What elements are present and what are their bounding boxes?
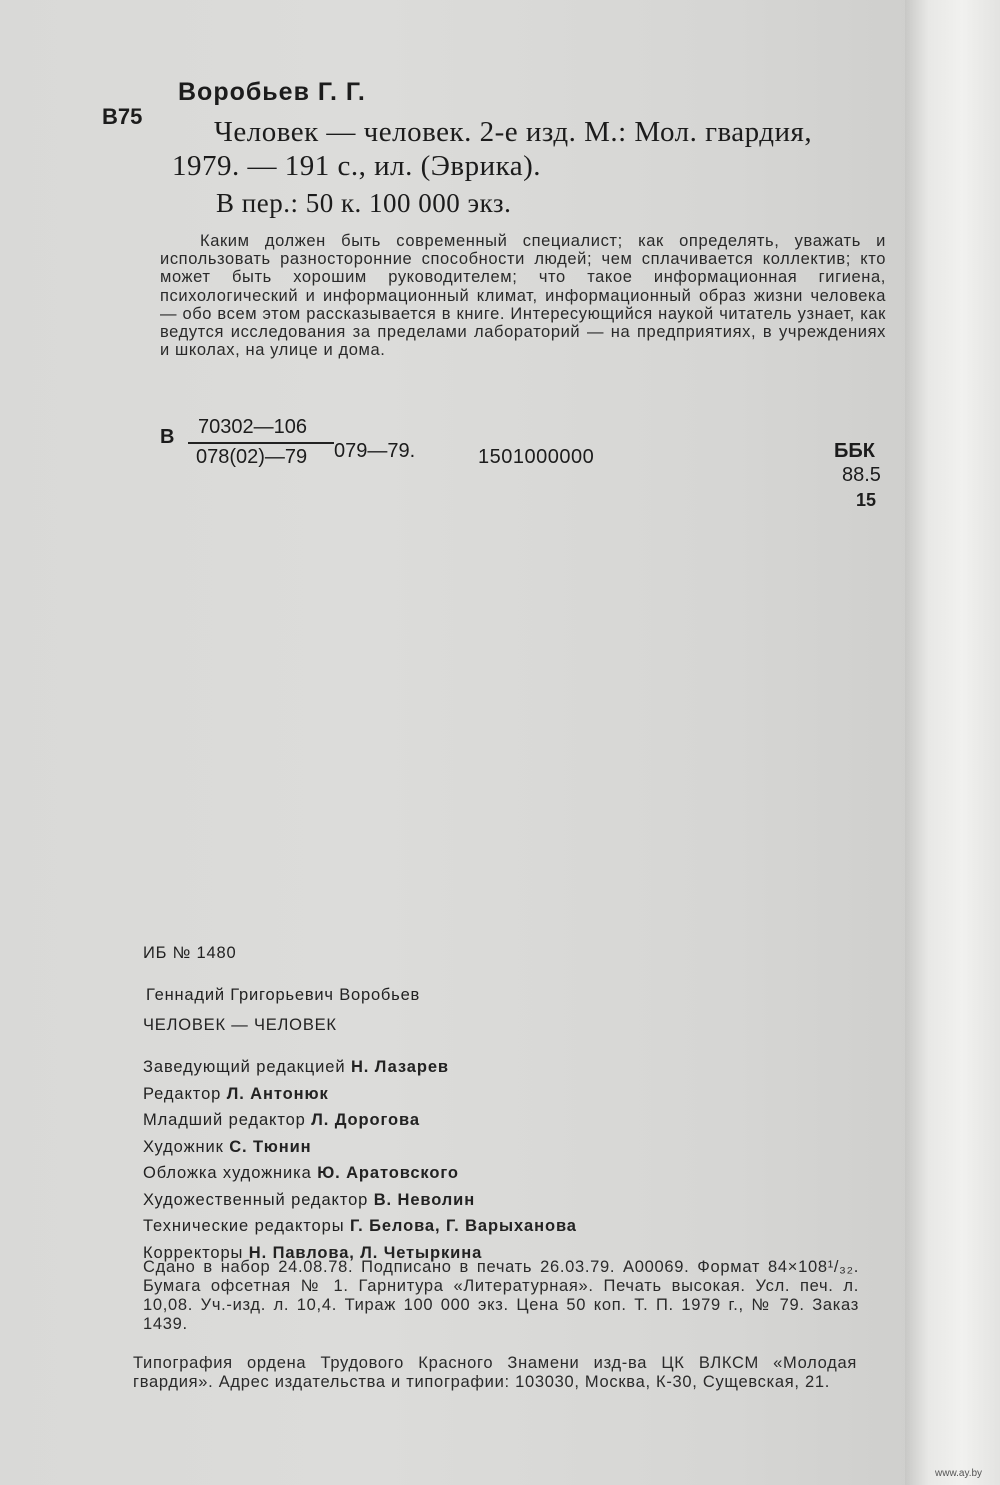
annotation-text: Каким должен быть современный специалист; как определять, уважать и использовать разносторонние способности людей; чем сплачивается коллектив; кто может быть хорошим руководителем; что такое информационная гигиена, психологический и информационный климат, информационный образ жизни человека — обо всем этом рассказывается в книге. Интересующийся наукой читатель узнает, как ведутся исследования за пределами лабораторий — на предприятиях, в учреждениях и школах, на улице и дома. bbox=[160, 232, 886, 360]
price-circulation: В пер.: 50 к. 100 000 экз. bbox=[216, 188, 512, 218]
author-heading: Воробьев Г. Г. bbox=[178, 78, 366, 106]
bbk-label: ББК bbox=[834, 440, 875, 462]
printer-info: Типография ордена Трудового Красного Знамени изд-ва ЦК ВЛКСМ «Молодая гвардия». Адрес издательства и типографии: 103030, Москва, К-30, Сущевская, 21. bbox=[133, 1354, 857, 1391]
catalog-code: В75 bbox=[102, 104, 143, 129]
credit-role: Младший редактор bbox=[143, 1111, 306, 1129]
credit-line bbox=[143, 1160, 763, 1187]
credit-line bbox=[143, 1081, 763, 1108]
author-full-name: Геннадий Григорьевич Воробьев bbox=[146, 986, 421, 1004]
credit-line bbox=[143, 1107, 763, 1134]
credit-name: Н. Павлова, Л. Четыркина bbox=[248, 1243, 483, 1262]
bbk-subcode: 15 bbox=[856, 490, 877, 510]
bibliographic-title-line-1: Человек — человек. 2-е изд. М.: Мол. гвардия, bbox=[214, 116, 813, 148]
index-denominator: 078(02)—79 bbox=[196, 446, 308, 468]
credit-name: Л. Антонюк bbox=[226, 1084, 329, 1103]
credit-role: Заведующий редакцией bbox=[143, 1058, 346, 1076]
credit-role: Художник bbox=[143, 1137, 224, 1156]
credit-role: Редактор bbox=[143, 1084, 222, 1103]
fraction-line bbox=[188, 442, 334, 444]
credit-line bbox=[143, 1187, 763, 1214]
credit-name: В. Неволин bbox=[373, 1190, 476, 1209]
technical-specs: Сдано в набор 24.08.78. Подписано в печать 26.03.79. А00069. Формат 84×108¹/₃₂. Бумага офсетная № 1. Гарнитура «Литературная». Печать высокая. Усл. печ. л. 10,08. Уч.-изд. л. 10,4. Тираж 100 000 экз. Цена 50 коп. Т. П. 1979 г., № 79. Заказ 1439. bbox=[143, 1258, 859, 1333]
credit-name: Н. Лазарев bbox=[350, 1058, 449, 1076]
credit-role: Технические редакторы bbox=[143, 1217, 345, 1235]
credit-name: Л. Дорогова bbox=[311, 1111, 420, 1129]
index-letter: В bbox=[160, 426, 175, 448]
credit-role: Обложка художника bbox=[143, 1164, 312, 1182]
credit-name: Г. Белова, Г. Варыханова bbox=[349, 1217, 577, 1235]
credit-line bbox=[143, 1054, 763, 1081]
credit-role: Корректоры bbox=[143, 1243, 244, 1262]
credit-name: Ю. Аратовского bbox=[317, 1164, 459, 1182]
ib-number: ИБ № 1480 bbox=[143, 944, 237, 962]
index-numerator: 70302—106 bbox=[198, 416, 307, 438]
book-spine bbox=[905, 0, 1000, 1485]
credits-list bbox=[143, 1054, 763, 1266]
bibliographic-title-line-2: 1979. — 191 с., ил. (Эврика). bbox=[172, 150, 542, 182]
book-title-caps: ЧЕЛОВЕК — ЧЕЛОВЕК bbox=[143, 1016, 337, 1034]
credit-name: С. Тюнин bbox=[229, 1137, 312, 1156]
index-serial: 1501000000 bbox=[478, 446, 595, 468]
index-suffix: 079—79. bbox=[334, 440, 416, 462]
credit-role: Художественный редактор bbox=[143, 1190, 369, 1209]
site-watermark: www.ay.by bbox=[935, 1468, 983, 1479]
book-annotation bbox=[160, 232, 886, 359]
credit-line bbox=[143, 1213, 763, 1240]
bbk-code: 88.5 bbox=[842, 464, 881, 486]
credit-line bbox=[143, 1134, 763, 1161]
